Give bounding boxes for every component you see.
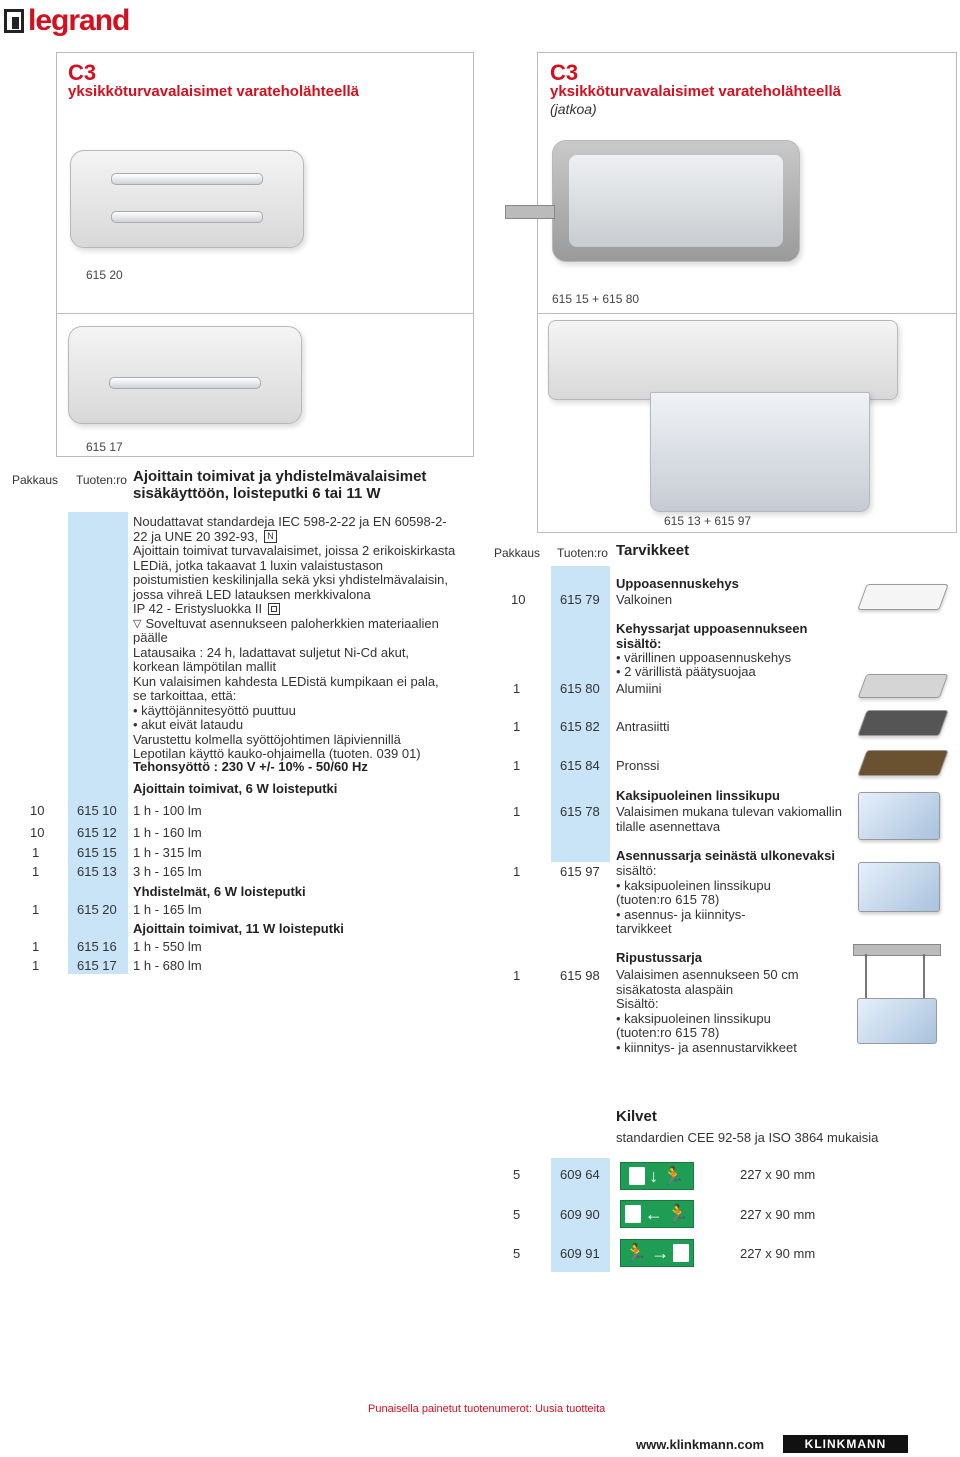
caption-615-15-615-80: 615 15 + 615 80 <box>552 292 640 306</box>
footer-url[interactable]: www.klinkmann.com <box>636 1437 765 1452</box>
left-c3-title: C3 <box>68 60 97 85</box>
kilvet-row-pak: 5 <box>513 1167 521 1182</box>
table-row-desc: 1 h - 100 lm <box>133 803 202 818</box>
ripustus-line: (tuoten:ro 615 78) <box>616 1025 720 1040</box>
left-col-tuoten-ro: Tuoten:ro <box>76 473 127 487</box>
frame-anthracite-icon <box>857 710 948 736</box>
flammable-surface-icon: ▽ <box>133 617 142 630</box>
lens-cover-icon <box>858 792 940 840</box>
acc-row-desc: Valkoinen <box>616 592 673 607</box>
table-row: 1 <box>32 864 40 879</box>
left-col-pakkaus: Pakkaus <box>12 473 59 487</box>
klinkmann-logo-text: KLINKMANN <box>804 1437 887 1451</box>
legrand-logo-text: legrand <box>28 4 130 37</box>
seina-line: • kaksipuoleinen linssikupu <box>616 877 771 893</box>
frame-bronze-icon <box>857 750 948 776</box>
exit-sign-right-icon: 🏃 → <box>620 1239 694 1267</box>
table-row-ref: 615 15 <box>77 845 117 860</box>
desc-line: Noudattavat standardeja IEC 598-2-22 ja EN 60598-2- <box>133 514 447 529</box>
desc-line: poistumistien keskilinjalla sekä yksi yhdistelmävalaisin, <box>133 572 449 587</box>
frame-aluminium-icon <box>858 674 949 698</box>
desc-line: Soveltuvat asennukseen paloherkkien materiaalien <box>145 615 439 631</box>
kilvet-row-pak: 5 <box>513 1246 521 1261</box>
heading-kehyssarjat-line2: sisältö: <box>616 636 662 651</box>
table-row: 1 <box>32 939 40 954</box>
desc-line: Kun valaisimen kahdesta LEDistä kumpikaan ei pala, <box>133 673 439 689</box>
desc-line: LEDiä, jotka takaavat 1 luxin valaistustason <box>133 557 384 573</box>
acc-row-ref: 615 80 <box>560 681 600 696</box>
left-section-title <box>133 468 426 502</box>
seina-line: sisältö: <box>616 863 657 878</box>
heading-ripustussarja: Ripustussarja <box>616 950 702 965</box>
exit-sign-down-icon: ↓ 🏃 <box>620 1162 694 1190</box>
caption-615-17: 615 17 <box>86 440 123 454</box>
desc-line: Lepotilan käyttö kauko-ohjaimella (tuoten. 039 01) <box>133 746 421 761</box>
linssi-desc-2: tilalle asennettava <box>616 819 721 834</box>
table-row-desc: 3 h - 165 lm <box>133 864 202 879</box>
desc-line: 22 ja UNE 20 392-93, <box>133 528 259 544</box>
wall-mount-kit-icon <box>858 862 940 912</box>
seina-content <box>616 864 771 937</box>
seina-line: tarvikkeet <box>616 921 672 936</box>
kilvet-row-ref: 609 91 <box>560 1246 600 1261</box>
right-col-tuoten-ro: Tuoten:ro <box>557 546 608 560</box>
heading-seinasennus: Asennussarja seinästä ulkonevaksi <box>616 848 835 863</box>
table-row-desc: 1 h - 160 lm <box>133 825 202 840</box>
caption-615-13-615-97: 615 13 + 615 97 <box>664 514 752 528</box>
table-row-ref: 615 12 <box>77 825 117 840</box>
acc-row-desc: Pronssi <box>616 758 660 773</box>
acc-row-pak: 1 <box>513 758 521 773</box>
right-col-pakkaus: Pakkaus <box>494 546 541 560</box>
product-image-615-20 <box>70 150 304 248</box>
klinkmann-logo <box>783 1435 908 1453</box>
table-row-ref: 615 10 <box>77 803 117 818</box>
ripustus-line: Sisältö: <box>616 996 659 1011</box>
desc-line: jossa vihreä LED latauksen merkkivalona <box>133 586 371 602</box>
acc-row-ref: 615 98 <box>560 968 600 983</box>
seina-line: (tuoten:ro 615 78) <box>616 892 720 907</box>
acc-row-pak: 1 <box>513 864 521 879</box>
kilvet-row-size: 227 x 90 mm <box>740 1207 816 1222</box>
heading-uppoasennuskehys: Uppoasennuskehys <box>616 576 739 591</box>
linssi-desc-1: Valaisimen mukana tulevan vakiomallin <box>616 804 842 819</box>
heading-kehyssarjat-line1: Kehyssarjat uppoasennukseen <box>616 621 808 636</box>
group-heading-2: Yhdistelmät, 6 W loisteputki <box>133 884 306 899</box>
ripustus-line: • kaksipuoleinen linssikupu <box>616 1010 771 1026</box>
heading-kehyssarjat <box>616 621 807 651</box>
kilvet-row-pak: 5 <box>513 1207 521 1222</box>
caption-615-20: 615 20 <box>86 268 123 282</box>
product-image-lens-cover <box>650 392 870 512</box>
acc-row-ref: 615 82 <box>560 719 600 734</box>
legrand-logo-mark-icon <box>4 9 24 33</box>
right-subtitle: yksikköturvavalaisimet varateholähteellä <box>550 83 841 100</box>
acc-row-pak: 1 <box>513 968 521 983</box>
ripustus-line: Valaisimen asennukseen 50 cm <box>616 967 799 982</box>
desc-line: IP 42 - Eristysluokka II <box>133 601 263 616</box>
bracket-icon <box>505 205 555 219</box>
class-ii-icon <box>268 603 280 615</box>
left-subtitle: yksikköturvavalaisimet varateholähteellä <box>68 83 359 100</box>
desc-line: se tarkoittaa, että: <box>133 688 237 703</box>
heading-linssikupu: Kaksipuoleinen linssikupu <box>616 788 780 803</box>
table-row-desc: 1 h - 165 lm <box>133 902 202 917</box>
desc-line: korkean lämpötilan mallit <box>133 659 277 674</box>
supply-spec: Tehonsyöttö : 230 V +/- 10% - 50/60 Hz <box>133 759 368 774</box>
acc-row-ref: 615 97 <box>560 864 600 879</box>
group-heading-1: Ajoittain toimivat, 6 W loisteputki <box>133 781 338 796</box>
table-row: 10 <box>30 803 45 818</box>
ripustus-line: • kiinnitys- ja asennustarvikkeet <box>616 1039 797 1055</box>
desc-line: • akut eivät lataudu <box>133 717 244 732</box>
tarvikkeet-heading: Tarvikkeet <box>616 542 690 559</box>
kilvet-row-size: 227 x 90 mm <box>740 1246 816 1261</box>
acc-row-ref: 615 79 <box>560 592 600 607</box>
table-row-desc: 1 h - 315 lm <box>133 845 202 860</box>
exit-sign-left-icon: ← 🏃 <box>620 1200 694 1228</box>
kilvet-heading: Kilvet <box>616 1108 657 1125</box>
table-row-desc: 1 h - 550 lm <box>133 939 202 954</box>
table-row-ref: 615 20 <box>77 902 117 917</box>
kehys-bullet-2: • 2 värillistä päätysuojaa <box>616 664 756 679</box>
right-continued: (jatkoa) <box>550 101 597 117</box>
product-image-615-13-615-97 <box>548 320 898 400</box>
kehys-bullet-1: • värillinen uppoasennuskehys <box>616 650 792 665</box>
acc-row-pak: 1 <box>513 804 521 819</box>
table-row: 1 <box>32 845 40 860</box>
kilvet-standard: standardien CEE 92-58 ja ISO 3864 mukaisia <box>616 1130 879 1145</box>
suspension-kit-icon <box>853 944 939 1044</box>
table-row-ref: 615 16 <box>77 939 117 954</box>
acc-row-pak: 1 <box>513 719 521 734</box>
desc-line: päälle <box>133 630 168 645</box>
ripustus-content <box>616 968 799 1055</box>
left-description <box>133 515 473 762</box>
left-section-title-line1: Ajoittain toimivat ja yhdistelmävalaisimet <box>133 468 427 485</box>
legrand-logo <box>4 4 129 38</box>
table-row: 10 <box>30 825 45 840</box>
right-c3-title: C3 <box>550 60 579 85</box>
footer-note: Punaisella painetut tuotenumerot: Uusia tuotteita <box>368 1403 606 1415</box>
acc-row-pak: 1 <box>513 681 521 696</box>
ripustus-line: sisäkatosta alaspäin <box>616 981 734 997</box>
seina-line: • asennus- ja kiinnitys- <box>616 906 746 922</box>
frame-white-icon <box>857 584 948 610</box>
table-row: 1 <box>32 902 40 917</box>
left-section-title-line2: sisäkäyttöön, loisteputki 6 tai 11 W <box>133 485 381 502</box>
cert-mark-icon: N <box>264 530 277 543</box>
kilvet-row-ref: 609 64 <box>560 1167 600 1182</box>
acc-row-desc: Alumiini <box>616 681 662 696</box>
kilvet-row-size: 227 x 90 mm <box>740 1167 816 1182</box>
table-row: 1 <box>32 958 40 973</box>
desc-line: Varustettu kolmella syöttöjohtimen läpiviennillä <box>133 731 401 747</box>
product-image-615-17 <box>68 326 302 424</box>
table-row-ref: 615 13 <box>77 864 117 879</box>
desc-line: Latausaika : 24 h, ladattavat suljetut Ni-Cd akut, <box>133 644 410 660</box>
desc-line: Ajoittain toimivat turvavalaisimet, joissa 2 erikoiskirkasta <box>133 543 456 558</box>
group-heading-3: Ajoittain toimivat, 11 W loisteputki <box>133 921 344 936</box>
kilvet-row-ref: 609 90 <box>560 1207 600 1222</box>
acc-row-pak: 10 <box>511 592 526 607</box>
desc-line: • käyttöjännitesyöttö puuttuu <box>133 702 296 718</box>
table-row-desc: 1 h - 680 lm <box>133 958 202 973</box>
acc-row-ref: 615 84 <box>560 758 600 773</box>
acc-row-ref: 615 78 <box>560 804 600 819</box>
acc-row-desc: Antrasiitti <box>616 719 670 734</box>
product-image-615-15-615-80 <box>552 140 800 262</box>
table-row-ref: 615 17 <box>77 958 117 973</box>
